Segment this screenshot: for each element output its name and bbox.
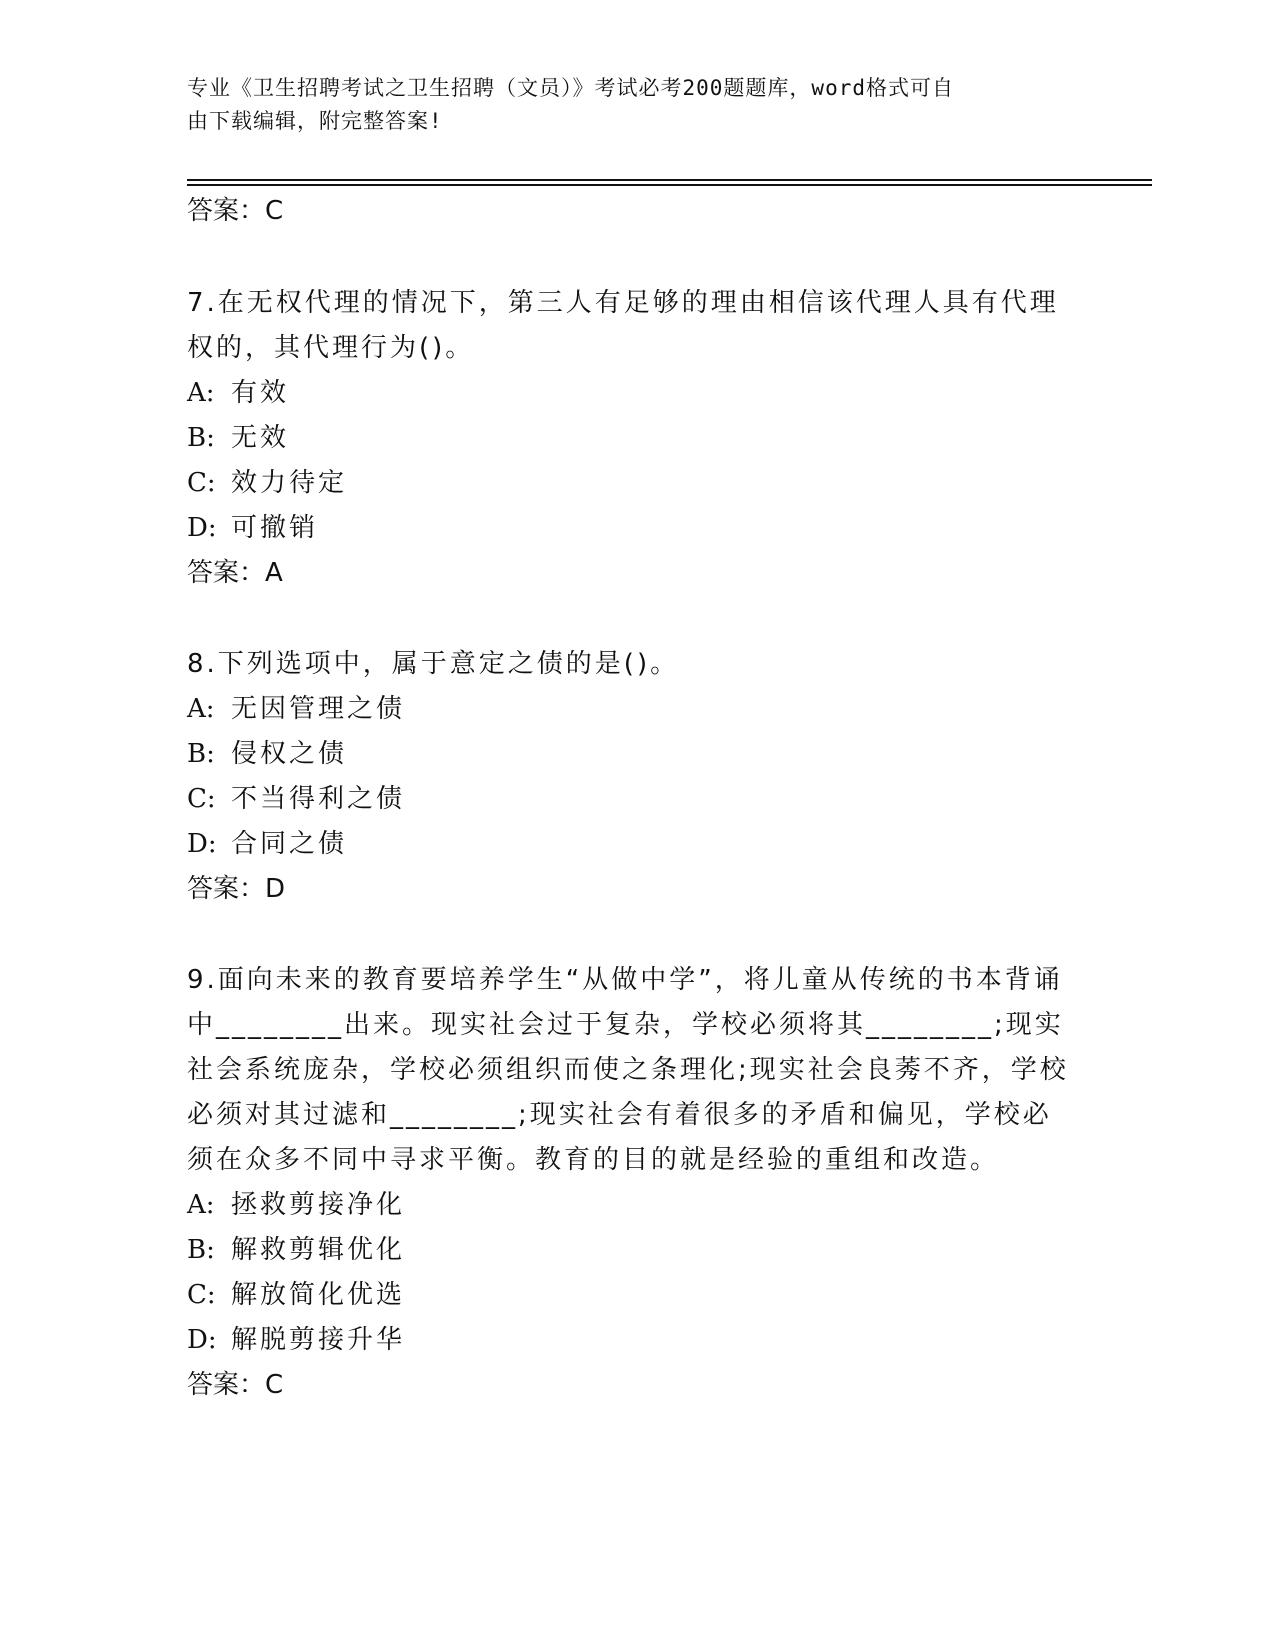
question-list (187, 281, 1077, 1454)
question-stem: 8.下列选项中，属于意定之债的是()。 (187, 649, 680, 679)
option-text: 无效 (231, 423, 290, 453)
option-b (187, 1228, 1077, 1273)
option-text: 无因管理之债 (231, 694, 406, 724)
option-key: D: (187, 829, 217, 859)
option-d (187, 822, 1077, 867)
option-key: D: (187, 1325, 217, 1355)
option-b (187, 732, 1077, 777)
option-text: 不当得利之债 (231, 784, 406, 814)
header-rule-bottom (187, 184, 1152, 186)
option-c (187, 461, 1077, 506)
option-key: C: (187, 468, 216, 498)
option-text: 合同之债 (231, 829, 348, 859)
option-text: 侵权之债 (231, 739, 348, 769)
option-c (187, 777, 1077, 822)
question-stem: 7.在无权代理的情况下，第三人有足够的理由相信该代理人具有代理权的，其代理行为()。 (187, 288, 1059, 363)
option-text: 解放简化优选 (231, 1280, 406, 1310)
header-line-1: 专业《卫生招聘考试之卫生招聘（文员）》考试必考200题题库，word格式可自 (187, 76, 954, 100)
option-c (187, 1273, 1077, 1318)
option-a (187, 371, 1077, 416)
option-text: 有效 (231, 378, 290, 408)
option-text: 拯救剪接净化 (231, 1190, 406, 1220)
option-key: D: (187, 513, 217, 543)
option-d (187, 1318, 1077, 1363)
option-key: C: (187, 784, 216, 814)
option-key: A: (187, 378, 215, 408)
option-key: B: (187, 739, 215, 769)
option-text: 可撤销 (231, 513, 319, 543)
option-a (187, 687, 1077, 732)
option-a (187, 1183, 1077, 1228)
question-8 (187, 642, 1077, 912)
answer: 答案：D (187, 874, 286, 904)
header-line-2: 由下载编辑，附完整答案! (187, 109, 443, 133)
option-text: 解救剪辑优化 (231, 1235, 406, 1265)
option-key: A: (187, 1190, 215, 1220)
question-9 (187, 958, 1077, 1408)
option-text: 效力待定 (231, 468, 348, 498)
answer: 答案：A (187, 558, 283, 588)
option-b (187, 416, 1077, 461)
previous-answer: 答案：C (187, 196, 284, 226)
option-key: C: (187, 1280, 216, 1310)
option-key: B: (187, 423, 215, 453)
page-header (187, 72, 1067, 138)
option-key: A: (187, 694, 215, 724)
option-d (187, 506, 1077, 551)
option-text: 解脱剪接升华 (231, 1325, 406, 1355)
header-rule-top (187, 179, 1152, 181)
question-stem: 9.面向未来的教育要培养学生“从做中学”，将儿童从传统的书本背诵中________出来。现实社会过于复杂，学校必须将其________;现实社会系统庞杂，学校必须组织而使之条理化;现实社会良莠不齐，学校必须对其过滤和________;现实社会有着很多的矛盾和偏见，学校必须在众多不同中寻求平衡。教育的目的就是经验的重组和改造。 (187, 965, 1069, 1175)
answer: 答案：C (187, 1370, 284, 1400)
option-key: B: (187, 1235, 215, 1265)
question-7 (187, 281, 1077, 596)
